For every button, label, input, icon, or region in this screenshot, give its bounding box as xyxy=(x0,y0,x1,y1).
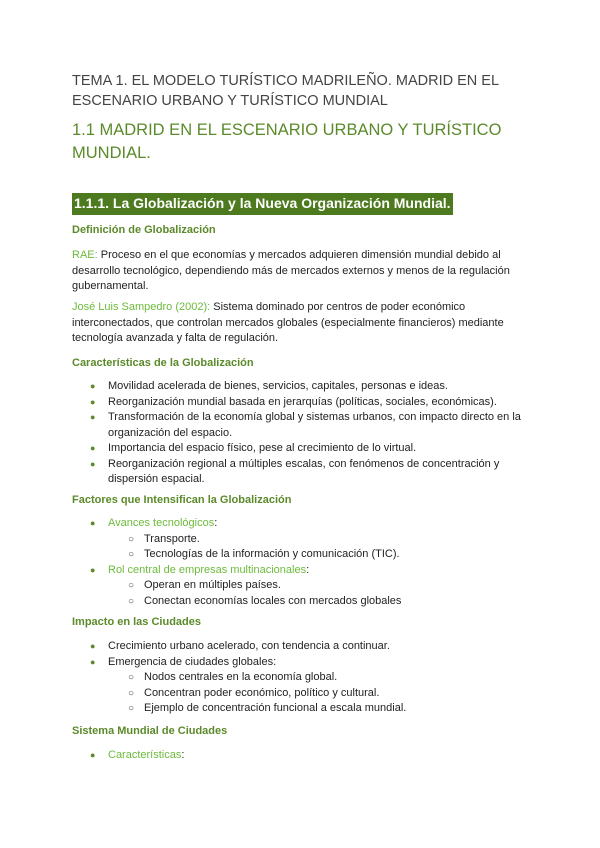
definicion-heading: Definición de Globalización xyxy=(72,224,216,236)
sub-list-item xyxy=(108,701,532,717)
subsection-heading: 1.1.1. La Globalización y la Nueva Organización Mundial. xyxy=(72,193,453,215)
sub-item-text: Nodos centrales en la economía global. xyxy=(144,671,338,683)
factor-suffix: : xyxy=(306,563,310,576)
bullet-icon: ● xyxy=(90,750,96,760)
list-item-text: Movilidad acelerada de bienes, servicios, capitales, personas e ideas. xyxy=(108,380,448,392)
impacto-list xyxy=(72,639,532,717)
section-heading: 1.1 MADRID EN EL ESCENARIO URBANO Y TURÍSTICO MUNDIAL. xyxy=(72,121,502,162)
sub-list-item xyxy=(108,686,532,702)
sub-item-text: Concentran poder económico, político y cultural. xyxy=(144,686,380,699)
factor-suffix: : xyxy=(214,517,218,529)
sampedro-definition xyxy=(72,300,532,347)
circle-bullet-icon: ○ xyxy=(128,533,135,545)
sub-item-text: Ejemplo de concentración funcional a escala mundial. xyxy=(144,702,407,714)
document-title: TEMA 1. EL MODELO TURÍSTICO MADRILEÑO. MADRID EN EL ESCENARIO URBANO Y TURÍSTICO MUNDIAL xyxy=(72,73,499,109)
sub-item-text: Operan en múltiples países. xyxy=(144,579,281,591)
sub-item-text: Tecnologías de la información y comunicación (TIC). xyxy=(144,548,400,560)
bullet-icon: ● xyxy=(90,656,96,667)
rae-source: RAE: xyxy=(72,249,98,261)
sistema-heading: Sistema Mundial de Ciudades xyxy=(72,725,228,737)
bullet-icon: ● xyxy=(90,518,96,528)
circle-bullet-icon: ○ xyxy=(128,687,135,699)
sistema-list xyxy=(72,748,532,764)
sub-list-item xyxy=(108,670,532,686)
bullet-icon: ● xyxy=(90,641,96,651)
bullet-icon: ● xyxy=(90,412,96,422)
list-item-text: Emergencia de ciudades globales: xyxy=(108,655,277,668)
bullet-icon: ● xyxy=(90,443,96,453)
sub-list-item xyxy=(108,532,532,548)
circle-bullet-icon: ○ xyxy=(128,549,135,560)
list-item-text: Importancia del espacio físico, pese al crecimiento de lo virtual. xyxy=(108,442,417,454)
sub-list xyxy=(108,578,532,609)
bullet-icon: ● xyxy=(90,381,96,391)
list-item-text: Crecimiento urbano acelerado, con tendencia a continuar. xyxy=(108,640,390,652)
sub-item-text: Conectan economías locales con mercados globales xyxy=(144,594,402,607)
factores-list xyxy=(72,516,532,609)
rae-text: Proceso en el que economías y mercados adquieren dimensión mundial debido al desarrollo tecnológico, dependiendo más de mercados externos y menos de la regulación gubernamental. xyxy=(72,249,510,292)
factor-label: Rol central de empresas multinacionales xyxy=(108,563,307,576)
bullet-icon: ● xyxy=(90,564,96,575)
list-item xyxy=(72,655,532,717)
factor-label: Avances tecnológicos xyxy=(108,517,215,529)
list-item xyxy=(72,563,532,610)
impacto-heading: Impacto en las Ciudades xyxy=(72,616,201,628)
circle-bullet-icon: ○ xyxy=(128,580,135,591)
bullet-icon: ● xyxy=(90,458,96,469)
factores-heading: Factores que Intensifican la Globalización xyxy=(72,494,292,506)
list-item-text: Reorganización regional a múltiples escalas, con fenómenos de concentración y dispersión espacial. xyxy=(108,457,500,485)
sistema-item-suffix: : xyxy=(181,749,185,761)
list-item xyxy=(72,441,532,457)
list-item xyxy=(72,457,532,488)
sampedro-text: Sistema dominado por centros de poder económico interconectados, que controlan mercados globales (especialmente financieros) mediante tecnología avanzada y falta de regulación. xyxy=(72,301,504,344)
sub-item-text: Transporte. xyxy=(144,532,200,545)
list-item xyxy=(72,639,532,655)
caracteristicas-list xyxy=(72,379,532,488)
sampedro-source: José Luis Sampedro (2002): xyxy=(72,301,211,313)
sistema-item-label: Características xyxy=(108,749,182,761)
circle-bullet-icon: ○ xyxy=(128,672,135,683)
list-item xyxy=(72,410,532,441)
list-item xyxy=(72,395,532,411)
bullet-icon: ● xyxy=(90,396,96,407)
caracteristicas-heading: Características de la Globalización xyxy=(72,357,254,369)
circle-bullet-icon: ○ xyxy=(128,595,135,607)
list-item-text: Reorganización mundial basada en jerarquías (políticas, sociales, económicas). xyxy=(108,395,497,408)
list-item xyxy=(72,379,532,395)
list-item xyxy=(72,748,532,764)
sub-list-item xyxy=(108,594,532,610)
sub-list-item xyxy=(108,547,532,563)
sub-list xyxy=(108,670,532,717)
list-item-text: Transformación de la economía global y sistemas urbanos, con impacto directo en la organización del espacio. xyxy=(108,411,521,439)
list-item xyxy=(72,516,532,563)
rae-definition xyxy=(72,248,532,295)
sub-list xyxy=(108,532,532,563)
sub-list-item xyxy=(108,578,532,594)
circle-bullet-icon: ○ xyxy=(128,703,135,714)
